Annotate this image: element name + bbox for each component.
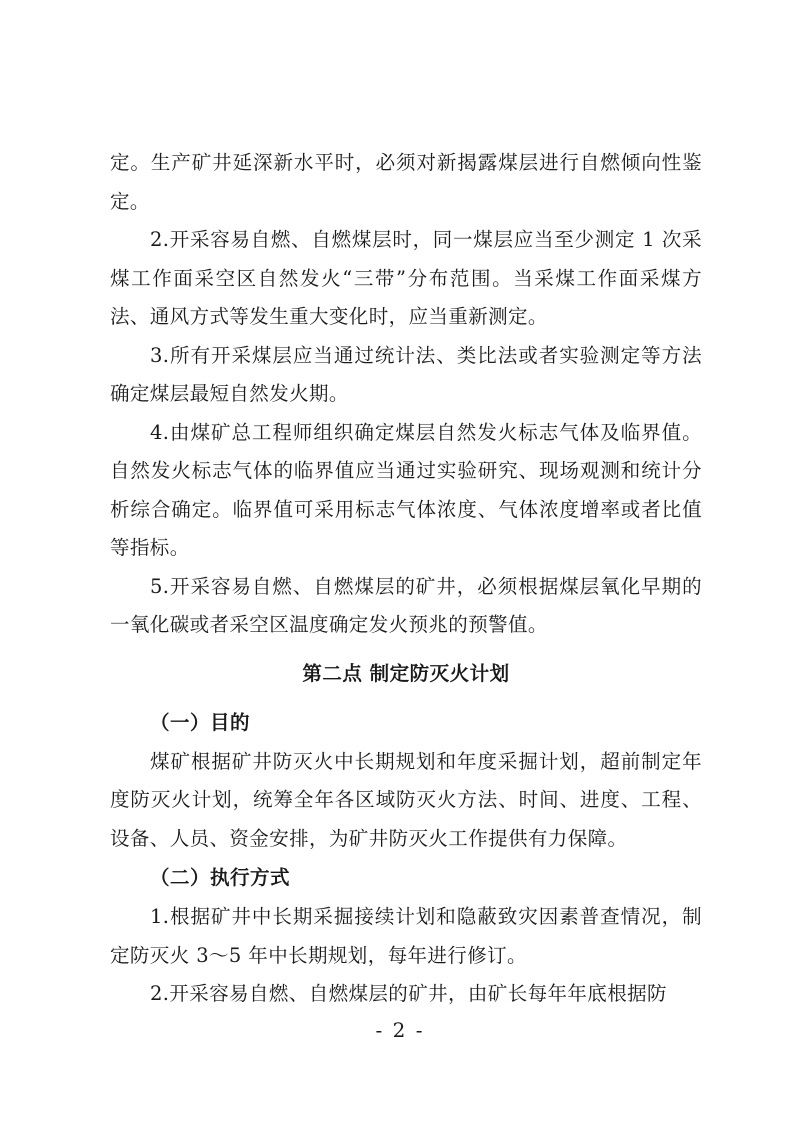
execution-item-2: 2.开采容易自燃、自燃煤层的矿井，由矿长每年年底根据防 [150,982,667,1005]
paragraph-continuation: 定。生产矿井延深新水平时，必须对新揭露煤层进行自燃倾向性鉴定。 [110,151,702,213]
section-title: 第二点 制定防灭火计划 [302,661,510,685]
paragraph-item-4: 4.由煤矿总工程师组织确定煤层自然发火标志气体及临界值。自然发火标志气体的临界值应当通过实验研究、现场观测和统计分析综合确定。临界值可采用标志气体浓度、气体浓度增率或者比值等指标。 [110,420,702,559]
execution-item-1: 1.根据矿井中长期采掘接续计划和隐蔽致灾因素普查情况，制定防灭火 3～5 年中长期规划，每年进行修订。 [110,905,702,967]
paragraph-item-2: 2.开采容易自燃、自燃煤层时，同一煤层应当至少测定 1 次采煤工作面采空区自然发火“三带”分布范围。当采煤工作面采煤方法、通风方式等发生重大变化时，应当重新测定。 [110,228,702,328]
paragraph-item-3: 3.所有开采煤层应当通过统计法、类比法或者实验测定等方法确定煤层最短自然发火期。 [110,343,702,405]
subsection-purpose-title: （一）目的 [150,710,251,734]
document-body [110,144,702,1014]
paragraph-item-5: 5.开采容易自燃、自燃煤层的矿井，必须根据煤层氧化早期的一氧化碳或者采空区温度确定发火预兆的预警值。 [110,574,702,636]
page-number: - 2 - [375,1018,425,1042]
subsection-execution-title: （二）执行方式 [150,866,291,889]
subsection-purpose-text: 煤矿根据矿井防灭火中长期规划和年度采掘计划，超前制定年度防灭火计划，统筹全年各区域防灭火方法、时间、进度、工程、设备、人员、资金安排，为矿井防灭火工作提供有力保障。 [110,749,702,850]
